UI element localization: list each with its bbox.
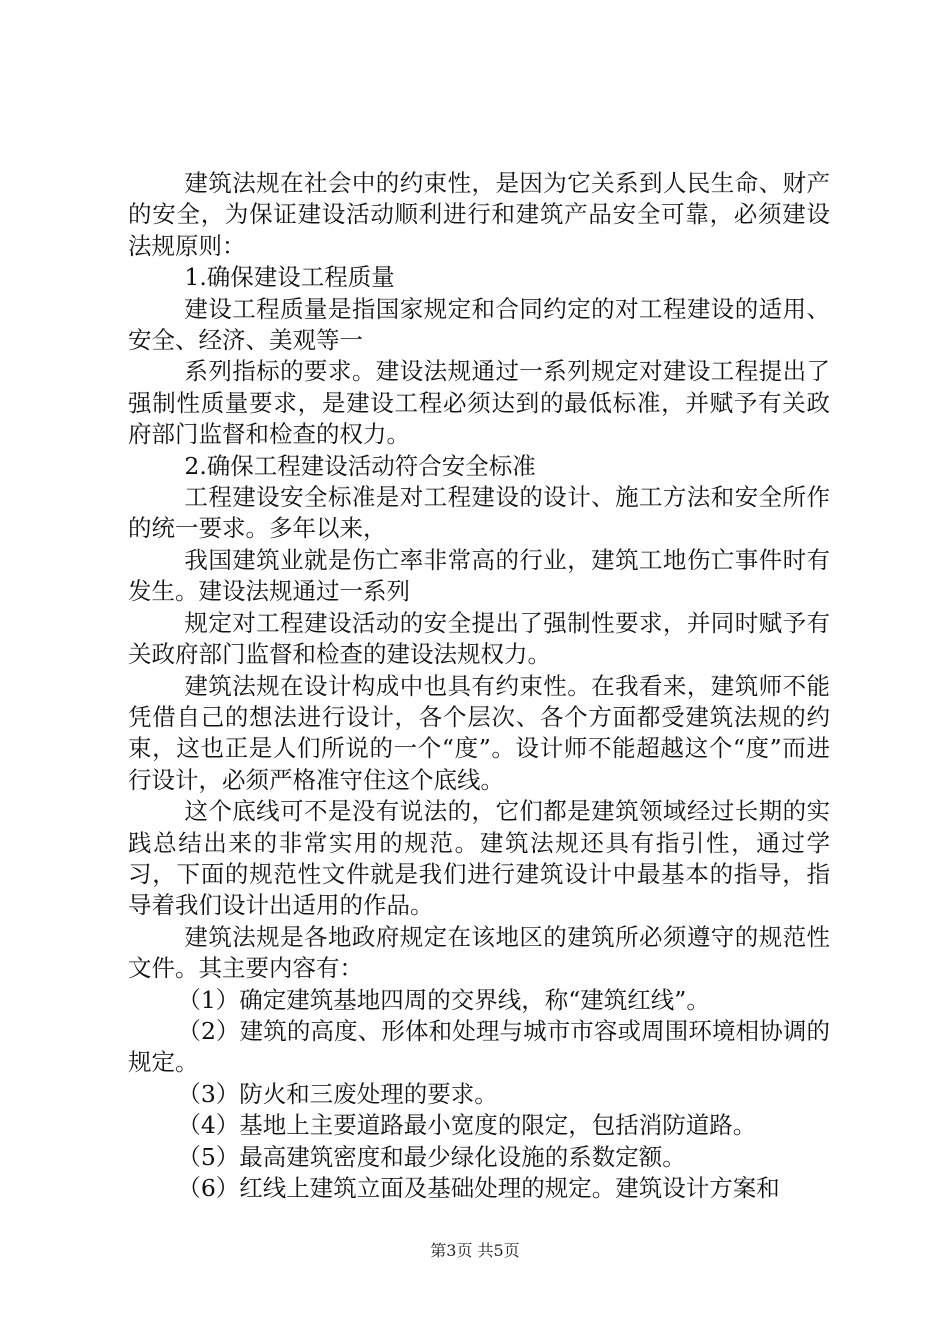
heading-2: 2.确保工程建设活动符合安全标准 xyxy=(184,451,536,480)
paragraph-5: 我国建筑业就是伤亡率非常高的行业，建筑工地伤亡事件时有发生。建设法规通过一系列 xyxy=(128,545,830,606)
page-number: 第3页 共5页 xyxy=(430,1241,520,1260)
paragraph-1: 建筑法规在社会中的约束性，是因为它关系到人民生命、财产的安全，为保证建设活动顺利进行和建筑产品安全可靠，必须建设法规原则： xyxy=(128,169,830,260)
paragraph-2: 建设工程质量是指国家规定和合同约定的对工程建设的适用、安全、经济、美观等一 xyxy=(128,294,830,355)
paragraph-6: 规定对工程建设活动的安全提出了强制性要求，并同时赋予有关政府部门监督和检查的建设法规权力。 xyxy=(128,608,830,669)
list-item-6: （6）红线上建筑立面及基础处理的规定。建筑设计方案和 xyxy=(177,1174,780,1202)
paragraph-8: 这个底线可不是没有说法的，它们都是建筑领域经过长期的实践总结出来的非常实用的规范。建筑法规还具有指引性，通过学习，下面的规范性文件就是我们进行建筑设计中最基本的指导，指导着我们设计出适用的作品。 xyxy=(128,797,830,920)
list-item-5: （5）最高建筑密度和最少绿化设施的系数定额。 xyxy=(177,1142,686,1171)
paragraph-3: 系列指标的要求。建设法规通过一系列规定对建设工程提出了强制性质量要求，是建设工程必须达到的最低标准，并赋予有关政府部门监督和检查的权力。 xyxy=(128,357,830,449)
list-item-4: （4）基地上主要道路最小宽度的限定，包括消防道路。 xyxy=(177,1111,757,1140)
paragraph-7: 建筑法规在设计构成中也具有约束性。在我看来，建筑师不能凭借自己的想法进行设计，各个层次、各个方面都受建筑法规的约束，这也正是人们所说的一个“度”。设计师不能超越这个“度”而进行设计，必须严格准守住这个底线。 xyxy=(128,671,830,794)
document-body xyxy=(128,168,830,1204)
list-item-1: （1）确定建筑基地四周的交界线，称“建筑红线”。 xyxy=(177,985,710,1014)
list-item-2: （2）建筑的高度、形体和处理与城市市容或周围环境相协调的规定。 xyxy=(128,1016,830,1077)
list-item-3: （3）防火和三废处理的要求。 xyxy=(177,1079,498,1108)
paragraph-4: 工程建设安全标准是对工程建设的设计、施工方法和安全所作的统一要求。多年以来， xyxy=(128,483,830,543)
heading-1: 1.确保建设工程质量 xyxy=(184,263,395,292)
paragraph-9: 建筑法规是各地政府规定在该地区的建筑所必须遵守的规范性文件。其主要内容有： xyxy=(128,922,830,983)
page-footer xyxy=(0,1241,950,1261)
